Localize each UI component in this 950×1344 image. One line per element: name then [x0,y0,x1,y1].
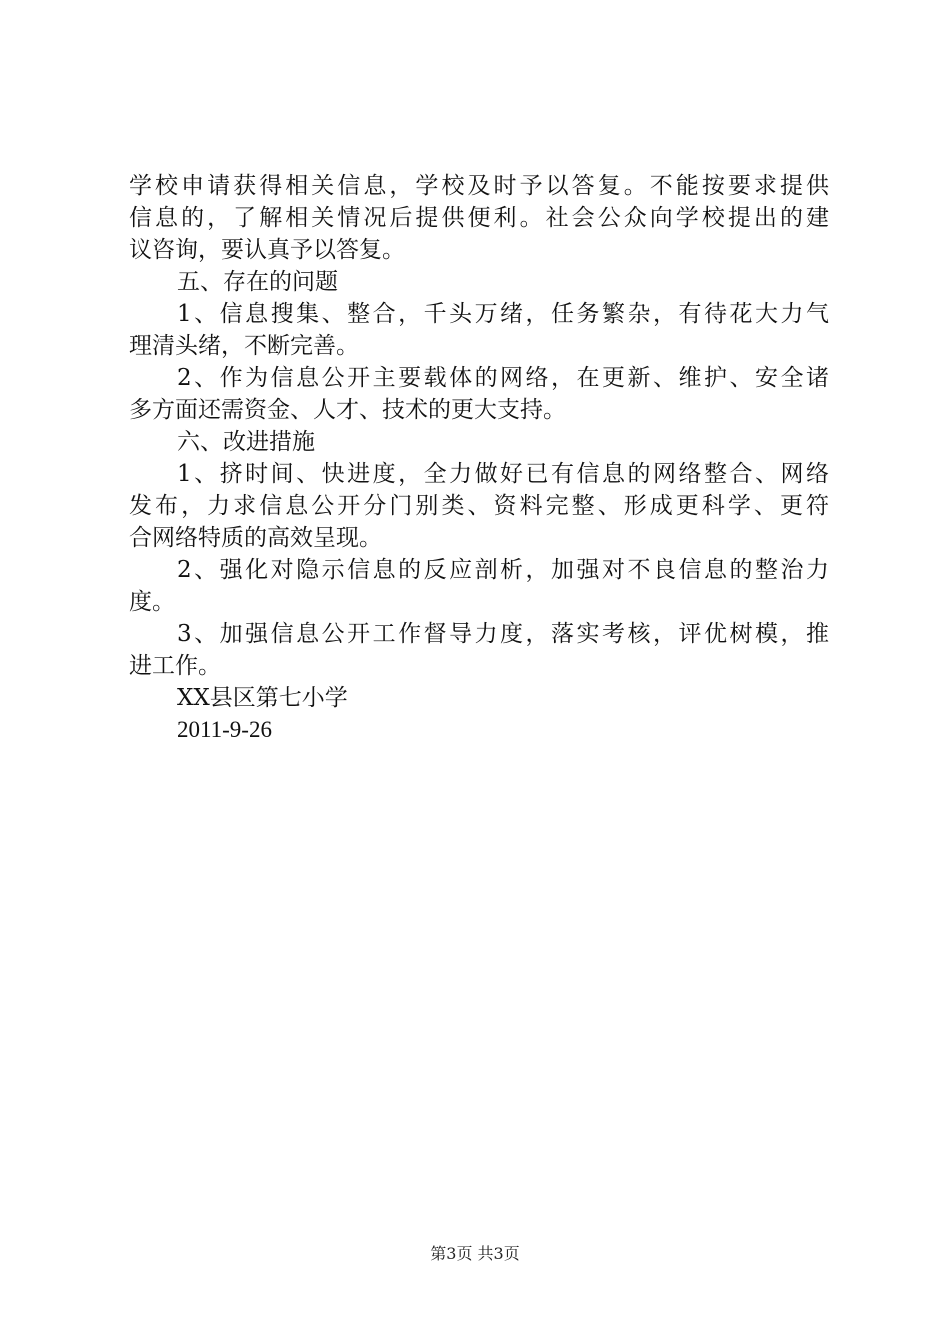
signature-date: 2011-9-26 [177,717,272,742]
paragraph-line: 理清头绪，不断完善。 [129,333,359,359]
section-heading-problems: 五、存在的问题 [177,269,338,295]
document-body [129,170,829,746]
paragraph-line: 2、强化对隐示信息的反应剖析，加强对不良信息的整治力 [177,557,829,583]
signature-organization: XX县区第七小学 [177,685,348,711]
section-heading-measures: 六、改进措施 [177,429,315,455]
paragraph-line: 合网络特质的高效呈现。 [129,525,382,551]
paragraph-line: 度。 [129,589,175,615]
paragraph-line: 发布，力求信息公开分门别类、资料完整、形成更科学、更符 [129,493,829,519]
page-number-footer: 第3页 共3页 [430,1244,520,1263]
paragraph-line: 进工作。 [129,653,221,679]
paragraph-line: 1、信息搜集、整合，千头万绪，任务繁杂，有待花大力气 [177,301,829,327]
paragraph-line: 信息的，了解相关情况后提供便利。社会公众向学校提出的建 [129,205,829,231]
paragraph-line: 学校申请获得相关信息，学校及时予以答复。不能按要求提供 [129,173,829,199]
paragraph-line: 2、作为信息公开主要载体的网络，在更新、维护、安全诸 [177,365,829,391]
paragraph-line: 1、挤时间、快进度，全力做好已有信息的网络整合、网络 [177,461,829,487]
paragraph-line: 3、加强信息公开工作督导力度，落实考核，评优树模，推 [177,621,829,647]
paragraph-line: 议咨询，要认真予以答复。 [129,237,405,263]
paragraph-line: 多方面还需资金、人才、技术的更大支持。 [129,397,566,423]
